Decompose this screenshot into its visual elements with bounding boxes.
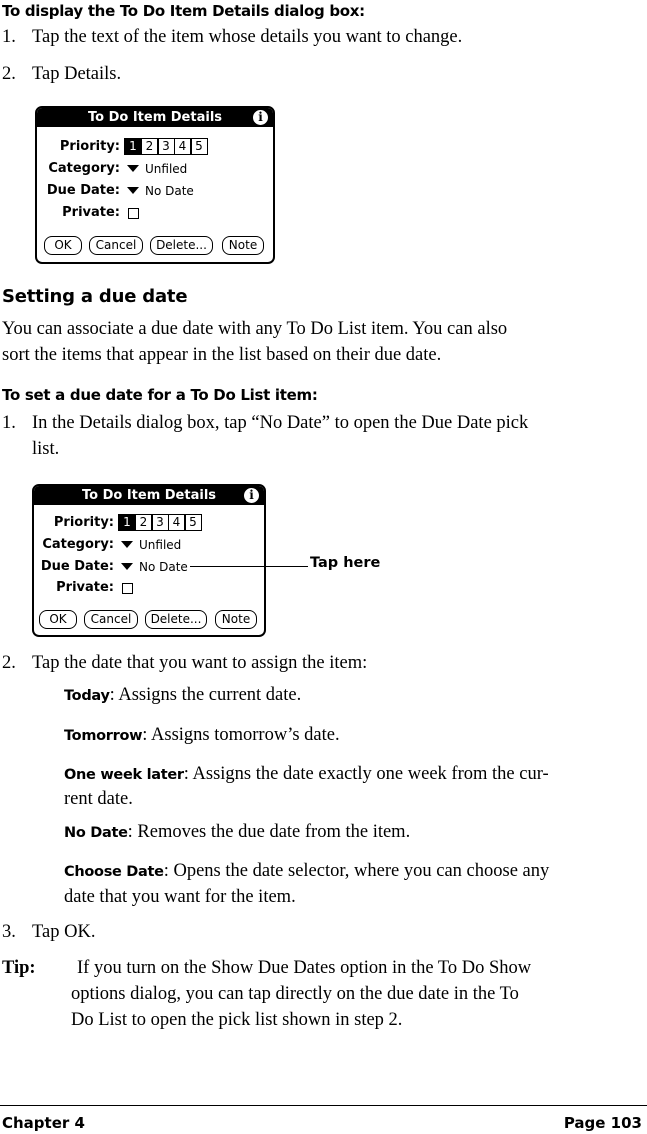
due-date-label: Due Date: [46,183,120,198]
priority-2[interactable]: 2 [141,138,159,155]
tip-line-1: If you turn on the Show Due Dates option in the To Do Show [77,958,532,978]
step-text: Tap Details. [32,64,122,84]
category-picker[interactable] [127,162,187,176]
callout-leader-line [190,566,308,567]
step-text: Tap the date that you want to assign the item: [32,653,368,673]
private-checkbox[interactable] [122,583,133,594]
option-tomorrow [64,722,642,749]
dialog-title-bar [37,108,273,127]
step-text-continued: list. [32,439,60,459]
category-label: Category: [48,161,120,176]
footer-page-number: Page 103 [563,1114,642,1132]
todo-item-details-dialog [32,484,266,637]
option-no-date [64,819,642,846]
priority-2[interactable]: 2 [135,514,153,531]
tip-line-2: options dialog, you can tap directly on the due date in the To [71,984,519,1004]
step-number: 1. [2,413,16,433]
tip-label: Tip: [2,958,36,978]
option-term: No Date [64,825,128,841]
priority-selector [124,138,207,155]
due-date-picker[interactable] [121,560,188,574]
option-term: Today [64,688,110,704]
due-date-value: No Date [145,184,194,198]
option-term: Tomorrow [64,728,143,744]
step-text: Tap OK. [32,922,96,942]
priority-5[interactable]: 5 [190,138,208,155]
heading-display-dialog: To display the To Do Item Details dialog box: [2,2,365,20]
cancel-button[interactable]: Cancel [89,236,143,255]
option-desc-continued: rent date. [64,789,133,809]
priority-1[interactable]: 1 [124,138,142,155]
priority-label: Priority: [59,139,120,154]
priority-1[interactable]: 1 [118,514,136,531]
delete-button[interactable]: Delete... [150,236,213,255]
category-value: Unfiled [145,162,188,176]
dropdown-arrow-icon [121,541,133,548]
option-desc-continued: date that you want for the item. [64,887,296,907]
priority-3[interactable]: 3 [151,514,169,531]
due-date-picker[interactable] [127,184,194,198]
step-number: 1. [2,27,16,47]
intro-line-2: sort the items that appear in the list based on their due date. [2,345,442,365]
info-icon[interactable]: i [253,110,268,125]
intro-line-1: You can associate a due date with any To Do List item. You can also [2,319,508,339]
option-today [64,682,642,709]
option-term: One week later [64,767,184,783]
dropdown-arrow-icon [127,187,139,194]
todo-item-details-dialog [35,106,275,264]
category-picker[interactable] [121,538,181,552]
section-title: Setting a due date [2,286,188,307]
dialog-title: To Do Item Details [87,110,223,125]
step-number: 3. [2,922,16,942]
dropdown-arrow-icon [121,563,133,570]
step-number: 2. [2,653,16,673]
cancel-button[interactable]: Cancel [84,610,138,629]
ok-button[interactable]: OK [39,610,77,629]
priority-label: Priority: [53,515,114,530]
priority-5[interactable]: 5 [184,514,202,531]
option-desc: : Assigns the date exactly one week from the cur- [183,764,549,784]
footer-divider [0,1105,647,1106]
step-number: 2. [2,64,16,84]
option-desc: : Removes the due date from the item. [127,822,411,842]
category-label: Category: [42,537,114,552]
dialog-title: To Do Item Details [81,488,217,503]
dropdown-arrow-icon [127,165,139,172]
priority-selector [118,514,201,531]
ok-button[interactable]: OK [44,236,82,255]
private-label: Private: [62,205,120,220]
priority-4[interactable]: 4 [174,138,192,155]
heading-set-due-date: To set a due date for a To Do List item: [2,386,318,404]
option-desc: : Opens the date selector, where you can choose any [163,861,550,881]
option-choose-date [64,858,642,885]
option-desc: : Assigns the current date. [109,685,302,705]
info-icon[interactable]: i [244,488,259,503]
option-one-week-later [64,761,642,788]
due-date-value: No Date [139,560,188,574]
tap-here-callout: Tap here [310,555,381,571]
category-value: Unfiled [139,538,182,552]
private-checkbox[interactable] [128,208,139,219]
private-label: Private: [56,580,114,595]
option-desc: : Assigns tomorrow’s date. [142,725,340,745]
note-button[interactable]: Note [215,610,257,629]
priority-4[interactable]: 4 [168,514,186,531]
delete-button[interactable]: Delete... [145,610,207,629]
footer-chapter: Chapter 4 [2,1114,85,1132]
note-button[interactable]: Note [222,236,264,255]
priority-3[interactable]: 3 [157,138,175,155]
tip-line-3: Do List to open the pick list shown in step 2. [71,1010,403,1030]
step-text: Tap the text of the item whose details you want to change. [32,27,463,47]
step-text: In the Details dialog box, tap “No Date” to open the Due Date pick [32,413,529,433]
dialog-title-bar [34,486,264,505]
due-date-label: Due Date: [40,559,114,574]
option-term: Choose Date [64,864,164,880]
